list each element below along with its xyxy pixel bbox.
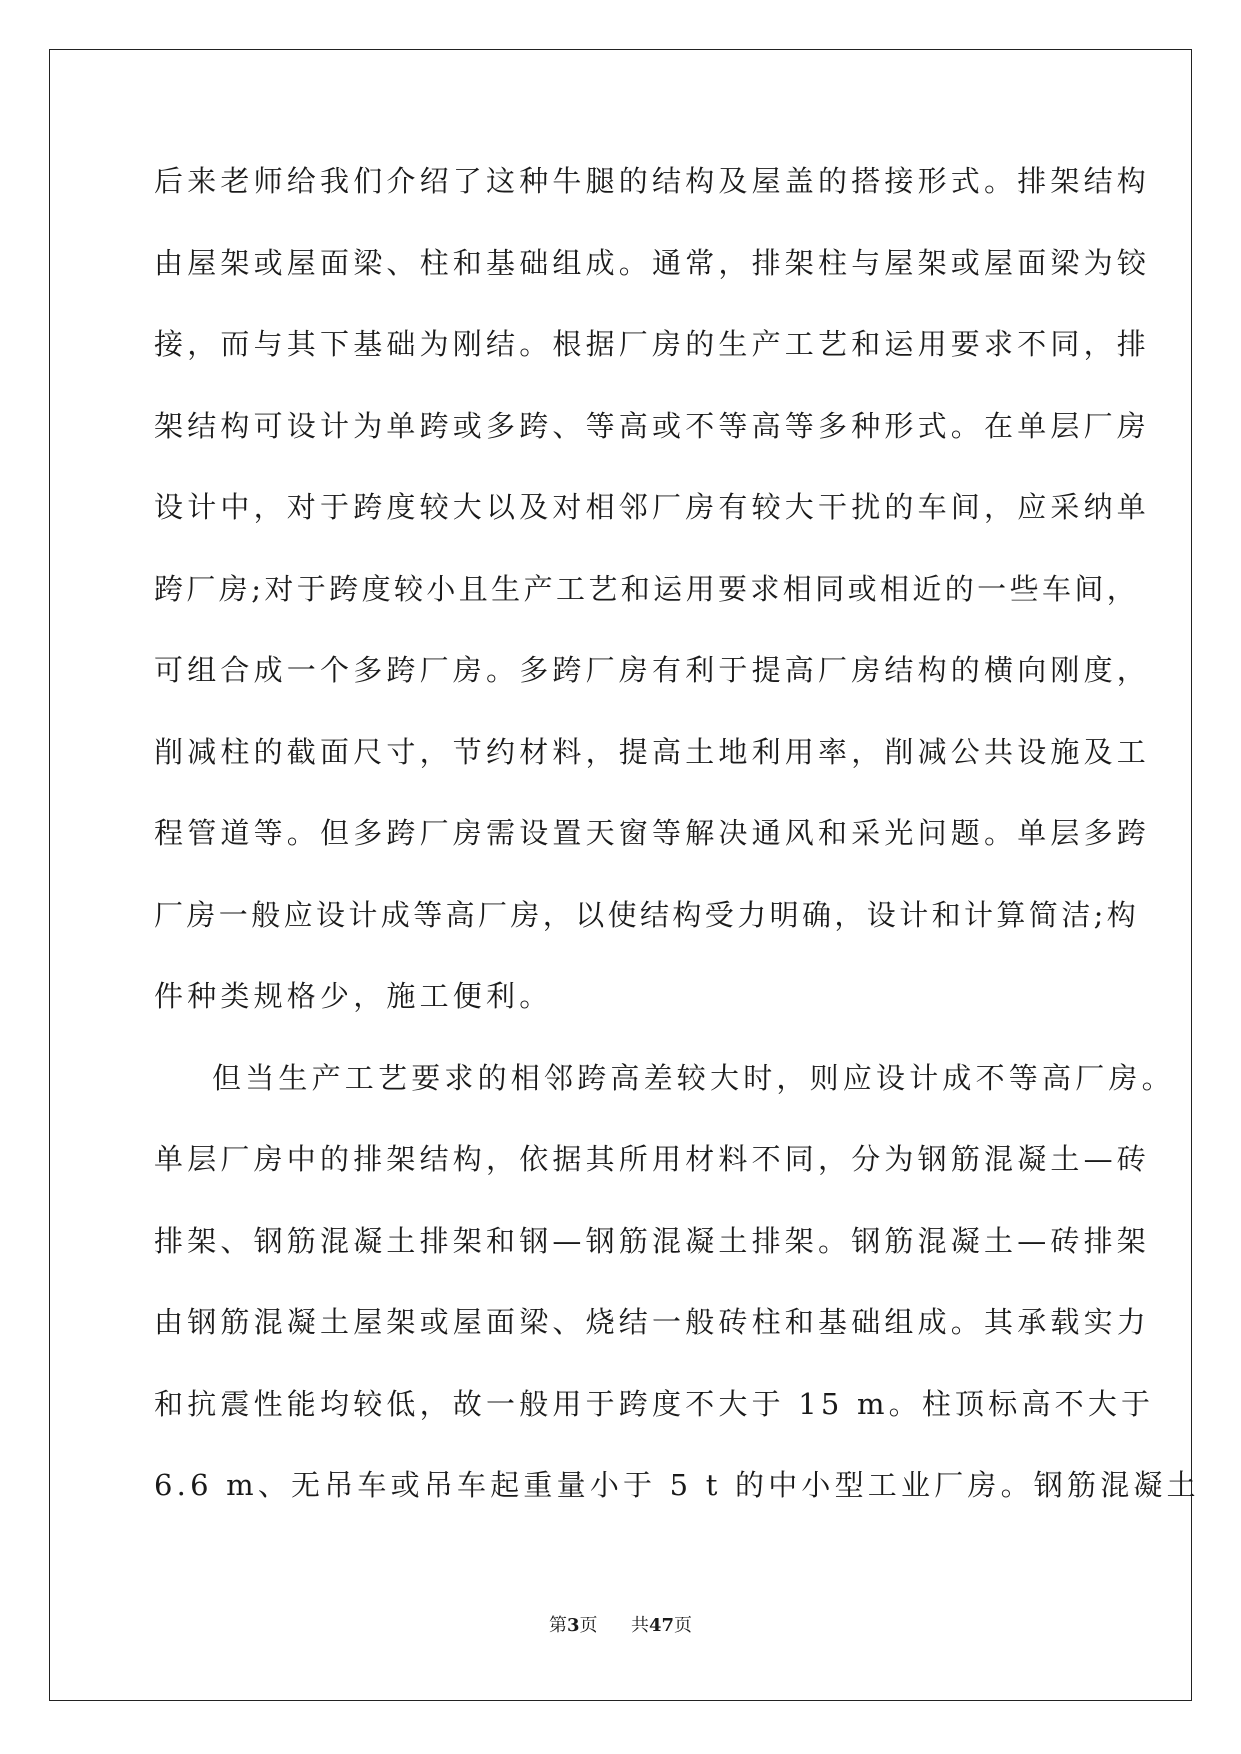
total-suffix: 页 [674, 1615, 693, 1636]
page-prefix: 第 [548, 1615, 567, 1636]
document-body [154, 157, 1200, 1543]
paragraph-first-line: 但当生产工艺要求的相邻跨高差较大时，则应设计成不等高厂房。 [212, 1060, 1175, 1095]
text-line: 排架、钢筋混凝土排架和钢—钢筋混凝土排架。钢筋混凝土—砖排架 [154, 1223, 1151, 1258]
text-line: 后来老师给我们介绍了这种牛腿的结构及屋盖的搭接形式。排架结构 [154, 164, 1151, 198]
total-pages: 47 [648, 1615, 675, 1636]
text-line: 跨厂房;对于跨度较小且生产工艺和运用要求相同或相近的一些车间， [154, 571, 1140, 606]
text-line: 设计中，对于跨度较大以及对相邻厂房有较大干扰的车间，应采纳单 [154, 490, 1151, 524]
text-line: 由钢筋混凝土屋架或屋面梁、烧结一般砖柱和基础组成。其承载实力 [154, 1305, 1151, 1339]
text-line: 削减柱的截面尺寸，节约材料，提高土地利用率，削减公共设施及工 [154, 734, 1151, 769]
text-line: 6.6 m、无吊车或吊车起重量小于 5 t 的中小型工业厂房。钢筋混凝土 [154, 1468, 1200, 1502]
text-line: 由屋架或屋面梁、柱和基础组成。通常，排架柱与屋架或屋面梁为铰 [154, 245, 1151, 280]
text-line: 和抗震性能均较低，故一般用于跨度不大于 15 m。柱顶标高不大于 [154, 1386, 1155, 1421]
text-line: 单层厂房中的排架结构，依据其所用材料不同，分为钢筋混凝土—砖 [154, 1142, 1151, 1176]
text-line: 件种类规格少，施工便利。 [154, 979, 553, 1013]
text-line: 架结构可设计为单跨或多跨、等高或不等高等多种形式。在单层厂房 [154, 408, 1151, 443]
page-number: 3 [566, 1615, 580, 1636]
page-suffix: 页 [579, 1615, 598, 1636]
total-prefix: 共 [630, 1615, 649, 1636]
text-line: 厂房一般应设计成等高厂房，以使结构受力明确，设计和计算简洁;构 [154, 897, 1140, 932]
text-line: 接，而与其下基础为刚结。根据厂房的生产工艺和运用要求不同，排 [154, 327, 1151, 361]
text-line: 可组合成一个多跨厂房。多跨厂房有利于提高厂房结构的横向刚度， [154, 653, 1151, 687]
text-line: 程管道等。但多跨厂房需设置天窗等解决通风和采光问题。单层多跨 [154, 816, 1151, 850]
page-footer [0, 1611, 1241, 1637]
